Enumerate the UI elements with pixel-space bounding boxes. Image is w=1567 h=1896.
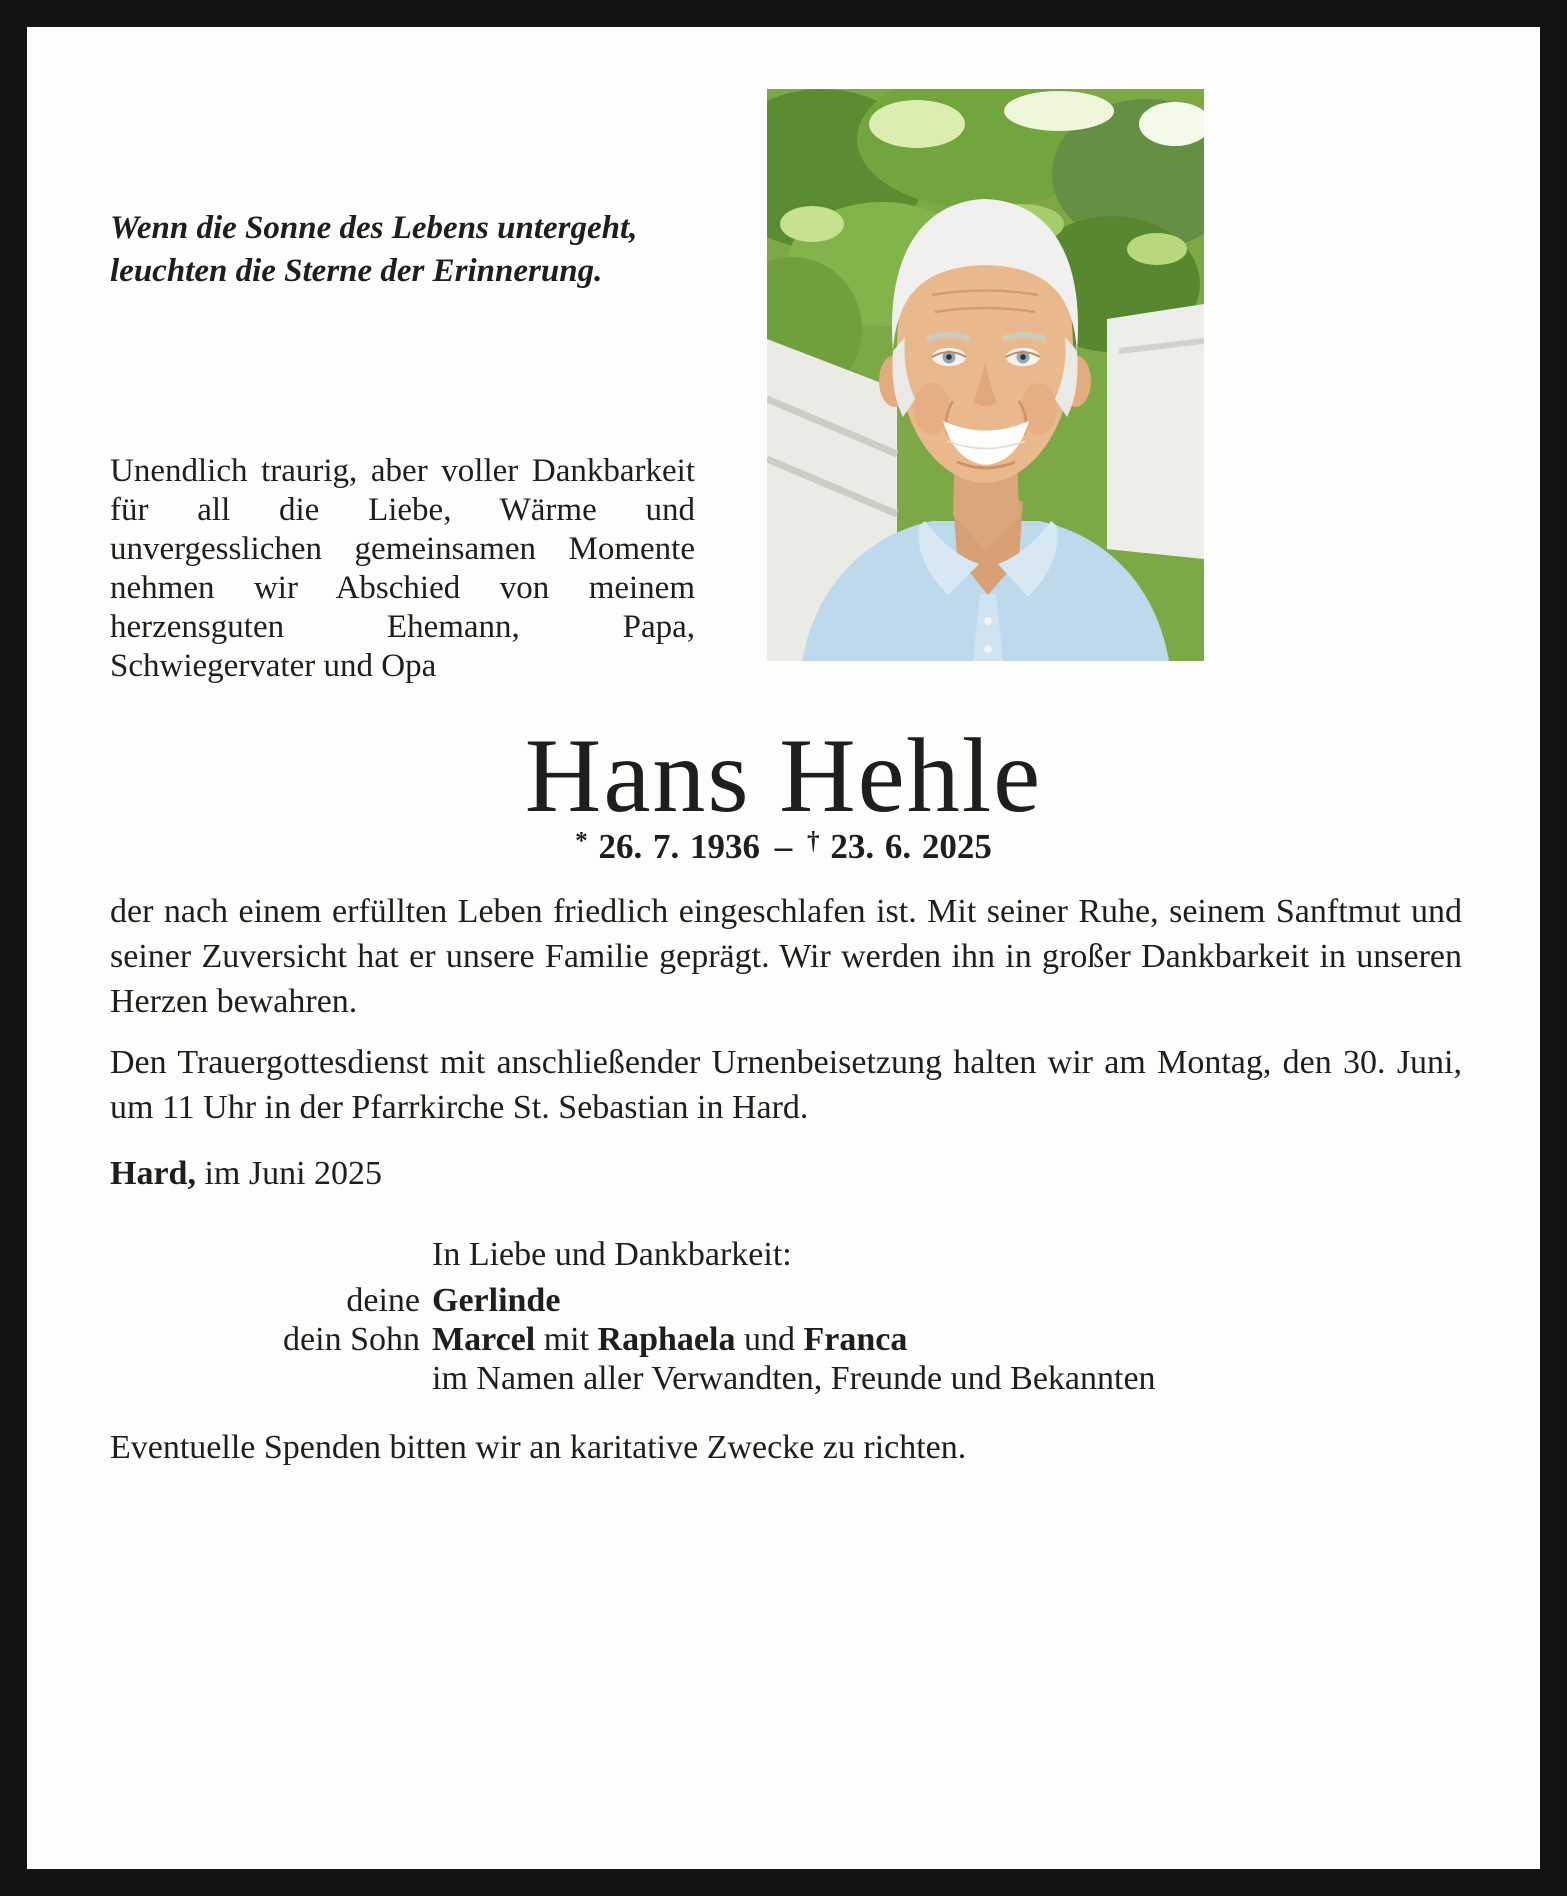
closing-line: In Liebe und Dankbarkeit: bbox=[432, 1236, 792, 1273]
family-row-others bbox=[27, 1359, 1540, 1398]
birth-date: 26. 7. 1936 bbox=[598, 827, 760, 866]
family-row-son-names bbox=[432, 1320, 907, 1359]
grandchild-name: Franca bbox=[803, 1321, 908, 1358]
closing-spacer bbox=[27, 1235, 420, 1274]
deceased-name: Hans Hehle bbox=[524, 717, 1043, 834]
donation-note: Eventuelle Spenden bitten wir an karitative Zwecke zu richten. bbox=[110, 1429, 967, 1466]
son-mid-2: und bbox=[743, 1321, 795, 1358]
portrait-photo bbox=[767, 89, 1204, 661]
closing-row bbox=[27, 1235, 1540, 1274]
family-signature-block bbox=[27, 1235, 1540, 1398]
death-date: 23. 6. 2025 bbox=[830, 827, 992, 866]
death-symbol: † bbox=[807, 827, 820, 855]
place-date-line bbox=[110, 1155, 382, 1193]
family-row-wife bbox=[27, 1281, 1540, 1320]
dates-separator: – bbox=[774, 827, 793, 866]
obituary-paragraph: der nach einem erfüllten Leben friedlich eingeschlafen ist. Mit seiner Ruhe, seinem Sanftmut und seiner Zuversicht hat er unsere Familie geprägt. Wir werden ihn in großer Dankbarkeit in unseren Herzen bewahren. bbox=[110, 893, 1462, 1020]
birth-symbol: * bbox=[575, 827, 588, 855]
family-row-others-spacer bbox=[27, 1359, 420, 1398]
epigraph-line-1: Wenn die Sonne des Lebens untergeht, bbox=[110, 210, 638, 246]
portrait-photo-graphic bbox=[767, 89, 1204, 661]
epigraph-quote bbox=[110, 207, 637, 293]
daughter-in-law-name: Raphaela bbox=[597, 1321, 736, 1358]
epigraph-line-2: leuchten die Sterne der Erinnerung. bbox=[110, 253, 603, 289]
family-row-wife-names bbox=[432, 1281, 560, 1320]
obituary-page bbox=[27, 27, 1540, 1869]
life-dates bbox=[27, 827, 1540, 867]
intro-paragraph: Unendlich traurig, aber voller Dankbarkeit für all die Liebe, Wärme und unvergesslichen gemeinsamen Momente nehmen wir Abschied von meinem herzensguten Ehemann, Papa, Schwiegervater und Opa bbox=[110, 453, 695, 684]
son-mid-1: mit bbox=[543, 1321, 590, 1358]
family-row-son bbox=[27, 1320, 1540, 1359]
family-row-others-text: im Namen aller Verwandten, Freunde und Bekannten bbox=[432, 1360, 1156, 1397]
place-name: Hard, bbox=[110, 1155, 196, 1192]
service-paragraph: Den Trauergottesdienst mit anschließender Urnenbeisetzung halten wir am Montag, den 30. Juni, um 11 Uhr in der Pfarrkirche St. Sebastian in Hard. bbox=[110, 1044, 1462, 1126]
family-row-son-prefix: dein Sohn bbox=[283, 1321, 420, 1358]
son-name: Marcel bbox=[432, 1321, 536, 1358]
wife-name: Gerlinde bbox=[432, 1282, 561, 1319]
family-row-wife-prefix: deine bbox=[346, 1282, 420, 1319]
place-date-rest: im Juni 2025 bbox=[204, 1155, 383, 1192]
